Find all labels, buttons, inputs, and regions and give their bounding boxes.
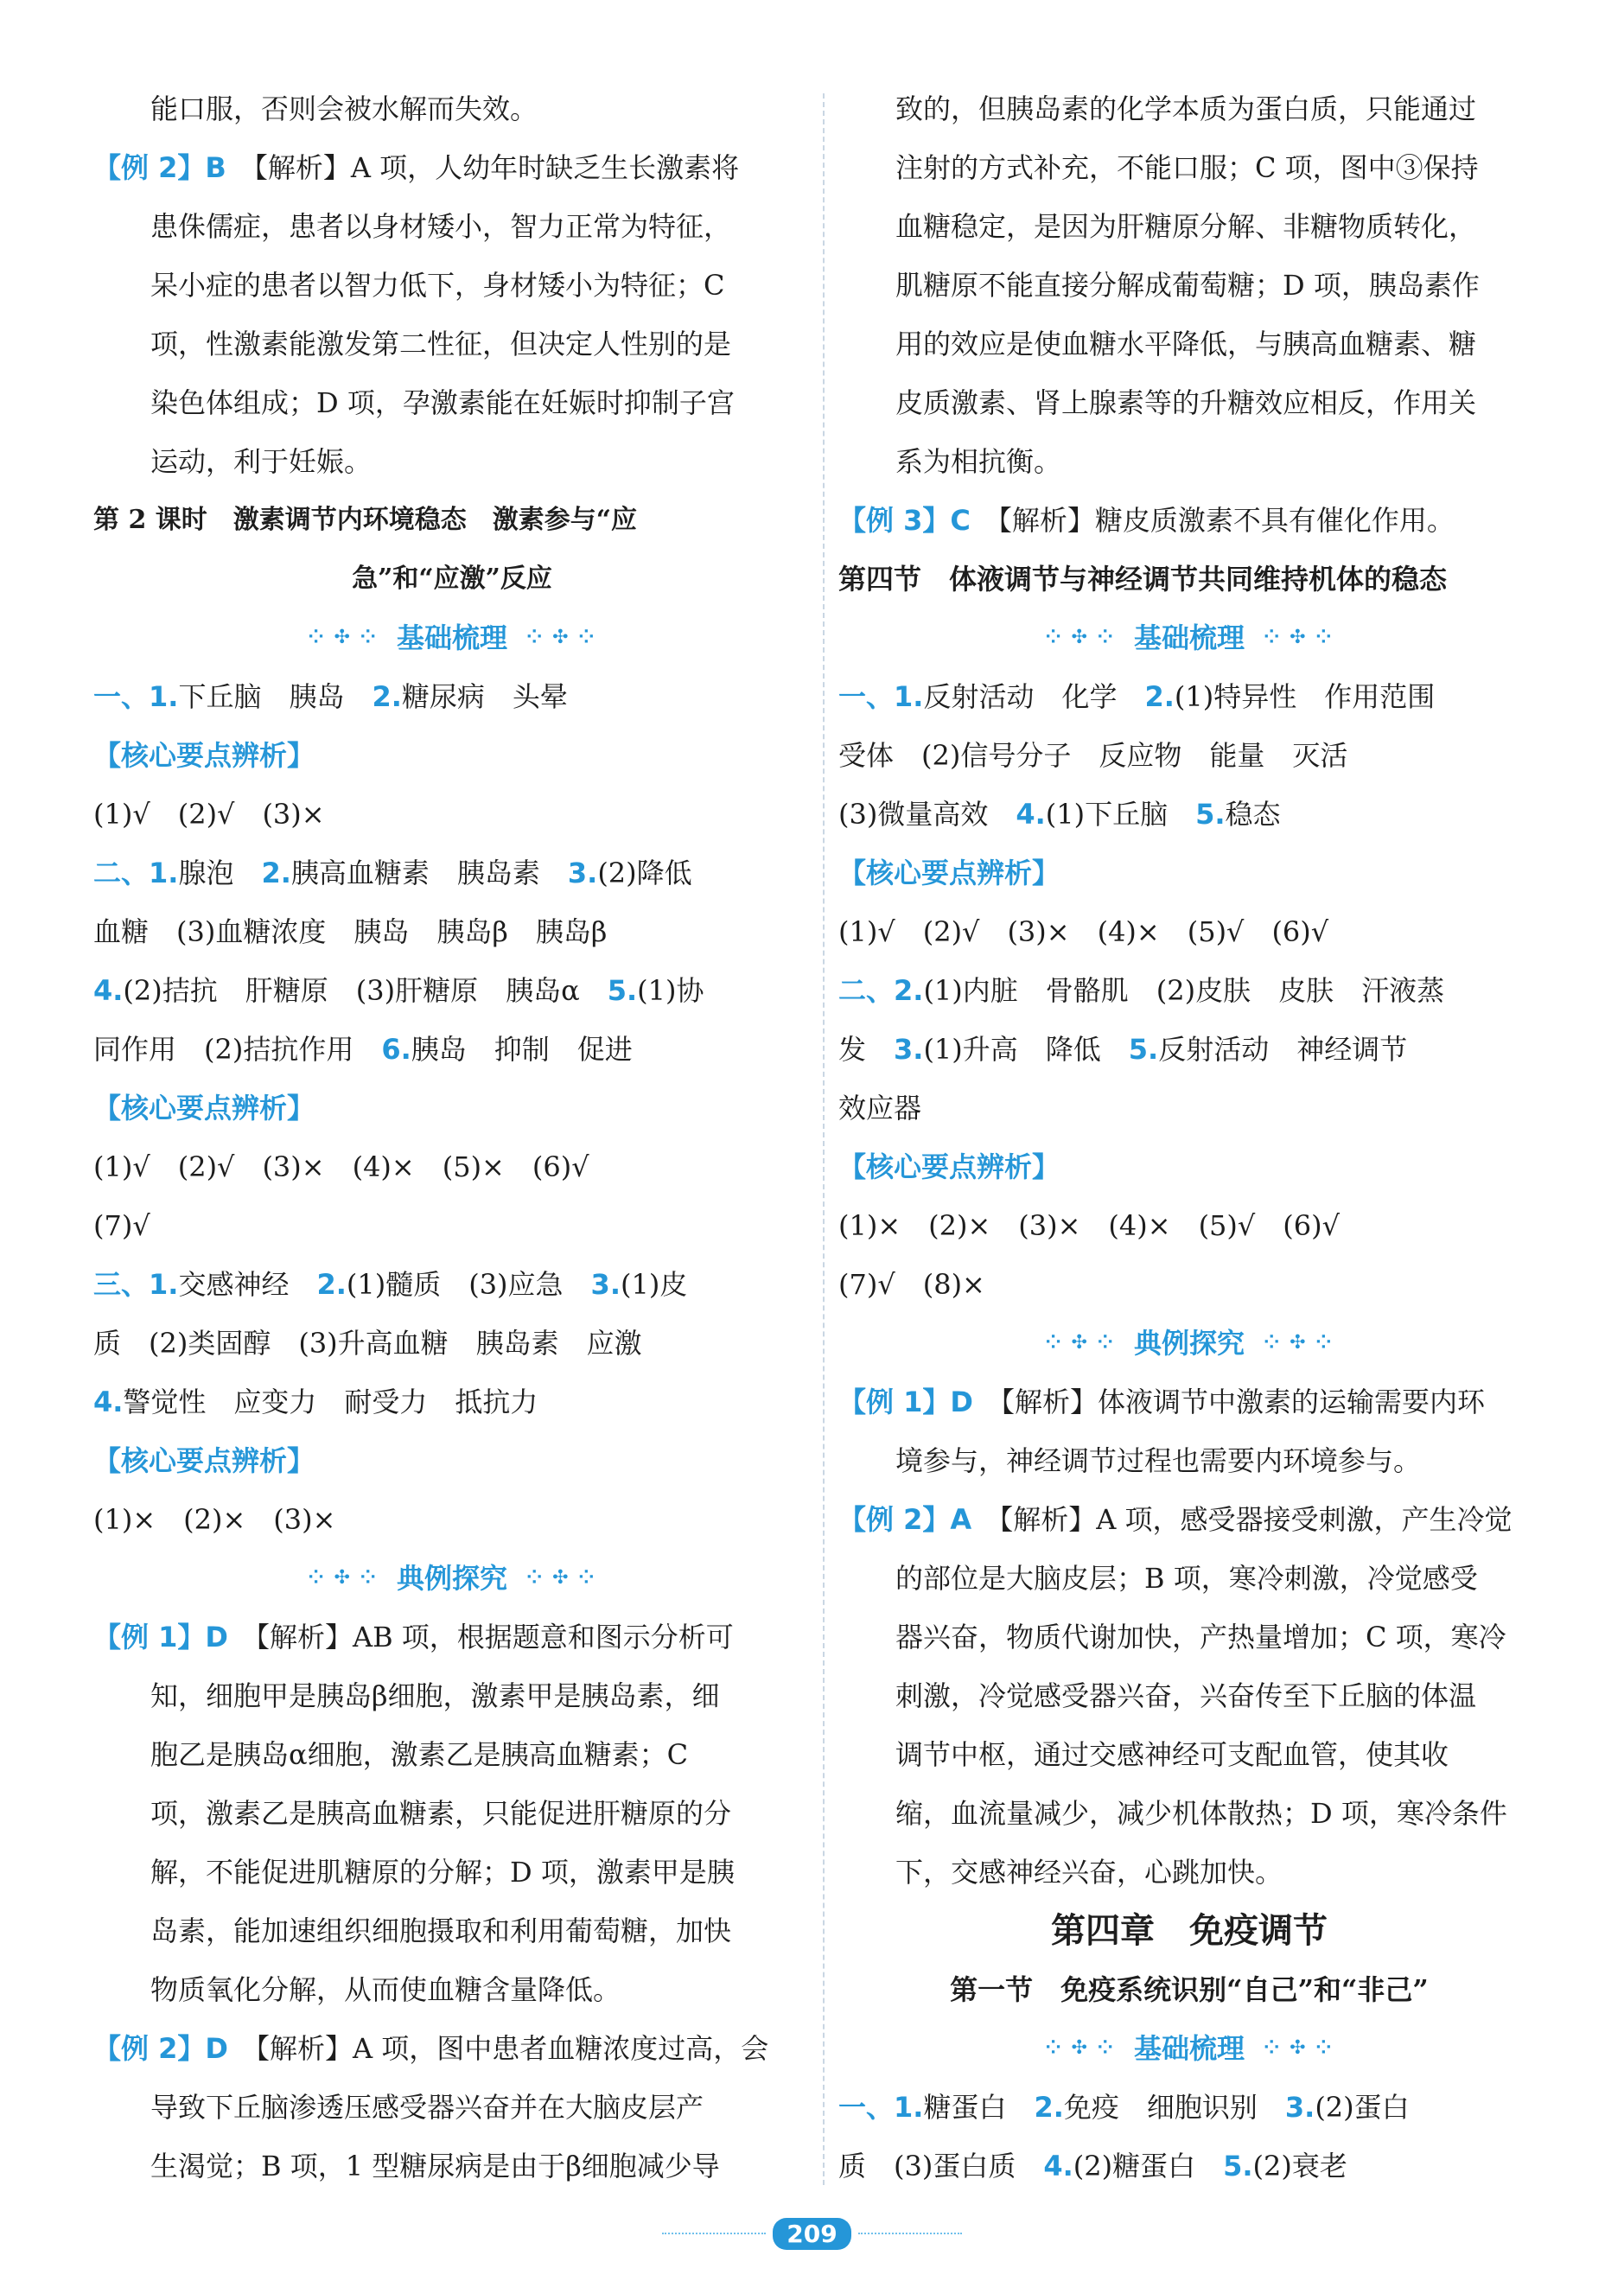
example-line bbox=[838, 1490, 1540, 1549]
text-line bbox=[838, 1843, 1540, 1902]
lesson-title-text: 第 2 课时 激素调节内环境稳态 激素参与“应 bbox=[93, 505, 638, 535]
footer-line-left bbox=[662, 2233, 766, 2234]
subtitle-text: 第四节 体液调节与神经调节共同维持机体的稳态 bbox=[838, 563, 1448, 596]
item-number: 5. bbox=[1223, 2150, 1253, 2182]
answer-text: (1)髓质 (3)应急 bbox=[346, 1268, 591, 1301]
section-subtitle bbox=[838, 550, 1540, 608]
example-tag: 【例 1】D bbox=[93, 1621, 228, 1653]
line-text: 胞乙是胰岛α细胞，激素乙是胰高血糖素；C bbox=[150, 1738, 689, 1771]
text-line bbox=[838, 197, 1540, 256]
example-line bbox=[93, 1608, 811, 1666]
answer-text: 质 (3)蛋白质 bbox=[838, 2150, 1044, 2182]
text-line bbox=[93, 1725, 811, 1784]
line-text: 生渴觉；B 项，1 型糖尿病是由于β细胞减少导 bbox=[150, 2150, 720, 2182]
section-heading bbox=[838, 2019, 1540, 2078]
text-line bbox=[838, 1549, 1540, 1608]
chapter-title-text: 第四章 免疫调节 bbox=[1051, 1910, 1328, 1951]
item-number: 4. bbox=[1016, 798, 1046, 831]
answer-text: (2)衰老 bbox=[1252, 2150, 1347, 2182]
item-number: 2. bbox=[1034, 2091, 1064, 2124]
chapter-title bbox=[838, 1902, 1540, 1960]
answer-line bbox=[838, 2078, 1540, 2137]
answer-line bbox=[838, 1255, 1540, 1314]
decor-dots-icon: ⁘ ✣ ⁘ bbox=[1045, 1332, 1115, 1354]
line-text: 染色体组成；D 项，孕激素能在妊娠时抑制子宫 bbox=[150, 386, 735, 419]
footer-line-right bbox=[858, 2233, 962, 2234]
section-title: 典例探究 bbox=[1133, 1327, 1245, 1360]
answer-line bbox=[838, 902, 1540, 961]
item-number: 3. bbox=[1284, 2091, 1315, 2124]
text-line bbox=[838, 80, 1540, 138]
item-number: 3. bbox=[894, 1033, 924, 1066]
example-line bbox=[93, 138, 811, 197]
text-line bbox=[838, 1784, 1540, 1843]
item-number: 5. bbox=[1195, 798, 1226, 831]
item-number: 6. bbox=[381, 1033, 411, 1066]
text-line bbox=[838, 138, 1540, 197]
answer-line bbox=[838, 2137, 1540, 2195]
example-text: 【解析】A 项，人幼年时缺乏生长激素将 bbox=[253, 151, 740, 184]
item-number: 一、1. bbox=[93, 680, 179, 713]
answer-line bbox=[93, 1373, 811, 1431]
item-number: 2. bbox=[316, 1268, 347, 1301]
line-text: 物质氧化分解，从而使血糖含量降低。 bbox=[150, 1973, 621, 2006]
line-text: 岛素，能加速组织细胞摄取和利用葡萄糖，加快 bbox=[150, 1915, 732, 1947]
item-number: 一、1. bbox=[838, 2091, 924, 2124]
section-heading bbox=[93, 608, 811, 667]
answer-text: (1)× (2)× (3)× bbox=[93, 1503, 336, 1536]
text-line bbox=[838, 315, 1540, 373]
answer-text: (1)下丘脑 bbox=[1045, 798, 1196, 831]
section-heading bbox=[838, 608, 1540, 667]
key-points-heading bbox=[93, 726, 811, 785]
key-points-label: 【核心要点辨析】 bbox=[93, 1092, 315, 1125]
decor-dots-icon: ⁘ ✣ ⁘ bbox=[526, 1567, 596, 1589]
section-heading bbox=[838, 1314, 1540, 1373]
decor-dots-icon: ⁘ ✣ ⁘ bbox=[1264, 627, 1334, 648]
answer-text: 糖蛋白 bbox=[923, 2091, 1035, 2124]
answer-text: 警觉性 应变力 耐受力 抵抗力 bbox=[123, 1386, 538, 1418]
answer-text: (1)升高 降低 bbox=[923, 1033, 1129, 1066]
item-number: 2. bbox=[261, 857, 291, 889]
section-title: 典例探究 bbox=[396, 1562, 507, 1595]
lesson-title-text: 急”和“应激”反应 bbox=[352, 564, 552, 594]
text-line bbox=[838, 1608, 1540, 1666]
answer-line bbox=[838, 961, 1540, 1020]
example-tag: 【例 2】D bbox=[93, 2032, 228, 2065]
example-tag: 【例 2】B bbox=[93, 151, 226, 184]
section-subtitle bbox=[838, 1960, 1540, 2019]
example-text: 【解析】A 项，图中患者血糖浓度过高，会 bbox=[256, 2032, 769, 2065]
answer-text: 交感神经 bbox=[178, 1268, 317, 1301]
page-footer bbox=[0, 2216, 1624, 2251]
text-line bbox=[838, 1666, 1540, 1725]
line-text: 呆小症的患者以智力低下，身材矮小为特征；C bbox=[150, 269, 725, 302]
text-line bbox=[838, 373, 1540, 432]
answer-text: (2)降低 bbox=[597, 857, 692, 889]
answer-line bbox=[93, 1314, 811, 1373]
answer-text: (1)协 bbox=[637, 974, 704, 1007]
line-text: 系为相抗衡。 bbox=[895, 445, 1062, 478]
example-tag: 【例 3】C bbox=[838, 504, 971, 537]
text-line bbox=[93, 315, 811, 373]
item-number: 二、1. bbox=[93, 857, 179, 889]
text-line bbox=[93, 2137, 811, 2195]
example-tag: 【例 1】D bbox=[838, 1386, 973, 1418]
answer-line bbox=[838, 1020, 1540, 1079]
answer-line bbox=[838, 726, 1540, 785]
text-line bbox=[93, 1784, 811, 1843]
answer-text: 稳态 bbox=[1225, 798, 1281, 831]
answer-text: 胰岛 抑制 促进 bbox=[411, 1033, 633, 1066]
example-line bbox=[93, 2019, 811, 2078]
item-number: 2. bbox=[372, 680, 402, 713]
answer-text: (1)特异性 作用范围 bbox=[1174, 680, 1436, 713]
line-text: 缩，血流量减少，减少机体散热；D 项，寒冷条件 bbox=[895, 1797, 1507, 1830]
decor-dots-icon: ⁘ ✣ ⁘ bbox=[526, 627, 596, 648]
answer-line bbox=[93, 1196, 811, 1255]
text-line bbox=[838, 256, 1540, 315]
answer-line bbox=[93, 1490, 811, 1549]
item-number: 3. bbox=[567, 857, 598, 889]
item-number: 5. bbox=[1128, 1033, 1159, 1066]
item-number: 一、1. bbox=[838, 680, 924, 713]
answer-text: (7)√ bbox=[93, 1209, 150, 1242]
text-line bbox=[93, 373, 811, 432]
key-points-heading bbox=[838, 1137, 1540, 1196]
line-text: 下，交感神经兴奋，心跳加快。 bbox=[895, 1856, 1283, 1889]
item-number: 3. bbox=[590, 1268, 621, 1301]
text-line bbox=[93, 2078, 811, 2137]
answer-text: 腺泡 bbox=[178, 857, 262, 889]
answer-text: (2)糖蛋白 bbox=[1073, 2150, 1224, 2182]
answer-line bbox=[93, 1020, 811, 1079]
example-line bbox=[838, 491, 1540, 550]
example-line bbox=[838, 1373, 1540, 1431]
line-text: 肌糖原不能直接分解成葡萄糖；D 项，胰岛素作 bbox=[895, 269, 1480, 302]
decor-dots-icon: ⁘ ✣ ⁘ bbox=[1264, 2037, 1334, 2059]
key-points-heading bbox=[93, 1079, 811, 1137]
answer-text: 血糖 (3)血糖浓度 胰岛 胰岛β 胰岛β bbox=[93, 915, 608, 948]
answer-text: (1)√ (2)√ (3)× bbox=[93, 798, 325, 831]
decor-dots-icon: ⁘ ✣ ⁘ bbox=[1045, 2037, 1115, 2059]
line-text: 患侏儒症，患者以身材矮小，智力正常为特征， bbox=[150, 210, 732, 243]
answer-text: (1)× (2)× (3)× (4)× (5)√ (6)√ bbox=[838, 1209, 1341, 1242]
column-divider bbox=[823, 93, 825, 2185]
line-text: 解，不能促进肌糖原的分解；D 项，激素甲是胰 bbox=[150, 1856, 735, 1889]
answer-line bbox=[93, 902, 811, 961]
answer-text: 效应器 bbox=[838, 1092, 922, 1125]
item-number: 2. bbox=[1144, 680, 1175, 713]
answer-line bbox=[838, 667, 1540, 726]
answer-line bbox=[93, 961, 811, 1020]
text-line bbox=[838, 1431, 1540, 1490]
answer-line bbox=[93, 1255, 811, 1314]
example-text: 【解析】体液调节中激素的运输需要内环 bbox=[1001, 1386, 1486, 1418]
line-text: 项，激素乙是胰高血糖素，只能促进肝糖原的分 bbox=[150, 1797, 732, 1830]
section-title: 基础梳理 bbox=[1133, 621, 1245, 654]
answer-line bbox=[93, 1137, 811, 1196]
answer-text: (1)√ (2)√ (3)× (4)× (5)× (6)√ bbox=[93, 1150, 589, 1183]
answer-text: 下丘脑 胰岛 bbox=[178, 680, 373, 713]
line-text: 致的，但胰岛素的化学本质为蛋白质，只能通过 bbox=[895, 92, 1477, 125]
text-line bbox=[838, 432, 1540, 491]
text-line bbox=[93, 1666, 811, 1725]
line-text: 的部位是大脑皮层；B 项，寒冷刺激，冷觉感受 bbox=[895, 1562, 1478, 1595]
line-text: 用的效应是使血糖水平降低，与胰高血糖素、糖 bbox=[895, 328, 1477, 360]
text-line bbox=[93, 432, 811, 491]
section-heading bbox=[93, 1549, 811, 1608]
line-text: 境参与，神经调节过程也需要内环境参与。 bbox=[895, 1444, 1422, 1477]
line-text: 运动，利于妊娠。 bbox=[150, 445, 373, 478]
line-text: 项，性激素能激发第二性征，但决定人性别的是 bbox=[150, 328, 732, 360]
answer-line bbox=[838, 1079, 1540, 1137]
lesson-title-cont bbox=[93, 550, 811, 608]
answer-line bbox=[838, 785, 1540, 844]
decor-dots-icon: ⁘ ✣ ⁘ bbox=[308, 1567, 378, 1589]
item-number: 4. bbox=[93, 1386, 124, 1418]
item-number: 5. bbox=[607, 974, 638, 1007]
line-text: 刺激，冷觉感受器兴奋，兴奋传至下丘脑的体温 bbox=[895, 1679, 1477, 1712]
section-title: 基础梳理 bbox=[396, 621, 507, 654]
answer-line bbox=[93, 844, 811, 902]
line-text: 注射的方式补充，不能口服；C 项，图中③保持 bbox=[895, 151, 1479, 184]
right-column bbox=[838, 80, 1540, 2195]
decor-dots-icon: ⁘ ✣ ⁘ bbox=[1264, 1332, 1334, 1354]
left-column bbox=[93, 80, 811, 2195]
key-points-label: 【核心要点辨析】 bbox=[838, 1150, 1060, 1183]
lesson-title bbox=[93, 491, 811, 550]
answer-text: (1)内脏 骨骼肌 (2)皮肤 皮肤 汗液蒸 bbox=[923, 974, 1445, 1007]
text-line bbox=[93, 1960, 811, 2019]
key-points-label: 【核心要点辨析】 bbox=[93, 1444, 315, 1477]
item-number: 三、1. bbox=[93, 1268, 179, 1301]
line-text: 知，细胞甲是胰岛β细胞，激素甲是胰岛素，细 bbox=[150, 1679, 720, 1712]
text-line bbox=[838, 1725, 1540, 1784]
text-line bbox=[93, 197, 811, 256]
answer-text: (1)皮 bbox=[620, 1268, 688, 1301]
decor-dots-icon: ⁘ ✣ ⁘ bbox=[1045, 627, 1115, 648]
answer-text: 反射活动 化学 bbox=[923, 680, 1145, 713]
answer-text: 免疫 细胞识别 bbox=[1063, 2091, 1285, 2124]
answer-text: (2)拮抗 肝糖原 (3)肝糖原 胰岛α bbox=[123, 974, 608, 1007]
key-points-heading bbox=[838, 844, 1540, 902]
answer-text: (3)微量高效 bbox=[838, 798, 1016, 831]
answer-text: 质 (2)类固醇 (3)升高血糖 胰岛素 应激 bbox=[93, 1327, 642, 1360]
item-number: 二、2. bbox=[838, 974, 924, 1007]
subtitle-text: 第一节 免疫系统识别“自己”和“非己” bbox=[950, 1973, 1429, 2006]
line-text: 皮质激素、肾上腺素等的升糖效应相反，作用关 bbox=[895, 386, 1477, 419]
text-line bbox=[93, 1902, 811, 1960]
decor-dots-icon: ⁘ ✣ ⁘ bbox=[308, 627, 378, 648]
answer-line bbox=[93, 667, 811, 726]
key-points-label: 【核心要点辨析】 bbox=[838, 857, 1060, 889]
answer-text: 受体 (2)信号分子 反应物 能量 灭活 bbox=[838, 739, 1348, 772]
answer-text: (2)蛋白 bbox=[1315, 2091, 1410, 2124]
answer-text: (1)√ (2)√ (3)× (4)× (5)√ (6)√ bbox=[838, 915, 1329, 948]
answer-text: 同作用 (2)拮抗作用 bbox=[93, 1033, 382, 1066]
section-title: 基础梳理 bbox=[1133, 2032, 1245, 2065]
example-tag: 【例 2】A bbox=[838, 1503, 972, 1536]
answer-text: 糖尿病 头晕 bbox=[401, 680, 568, 713]
line-text: 能口服，否则会被水解而失效。 bbox=[150, 92, 538, 125]
answer-line bbox=[93, 785, 811, 844]
line-text: 器兴奋，物质代谢加快，产热量增加；C 项，寒冷 bbox=[895, 1621, 1506, 1653]
answer-text: 反射活动 神经调节 bbox=[1158, 1033, 1408, 1066]
key-points-heading bbox=[93, 1431, 811, 1490]
example-text: 【解析】糖皮质激素不具有催化作用。 bbox=[997, 504, 1455, 537]
item-number: 4. bbox=[93, 974, 124, 1007]
text-line bbox=[93, 1843, 811, 1902]
line-text: 导致下丘脑渗透压感受器兴奋并在大脑皮层产 bbox=[150, 2091, 704, 2124]
key-points-label: 【核心要点辨析】 bbox=[93, 739, 315, 772]
line-text: 血糖稳定，是因为肝糖原分解、非糖物质转化， bbox=[895, 210, 1477, 243]
answer-text: (7)√ (8)× bbox=[838, 1268, 985, 1301]
example-text: 【解析】A 项，感受器接受刺激，产生冷觉 bbox=[999, 1503, 1513, 1536]
page-number: 209 bbox=[773, 2218, 850, 2250]
answer-text: 发 bbox=[838, 1033, 895, 1066]
text-line bbox=[93, 80, 811, 138]
text-line bbox=[93, 256, 811, 315]
line-text: 调节中枢，通过交感神经可支配血管，使其收 bbox=[895, 1738, 1449, 1771]
item-number: 4. bbox=[1043, 2150, 1073, 2182]
answer-text: 胰高血糖素 胰岛素 bbox=[290, 857, 568, 889]
example-text: 【解析】AB 项，根据题意和图示分析可 bbox=[256, 1621, 734, 1653]
answer-line bbox=[838, 1196, 1540, 1255]
